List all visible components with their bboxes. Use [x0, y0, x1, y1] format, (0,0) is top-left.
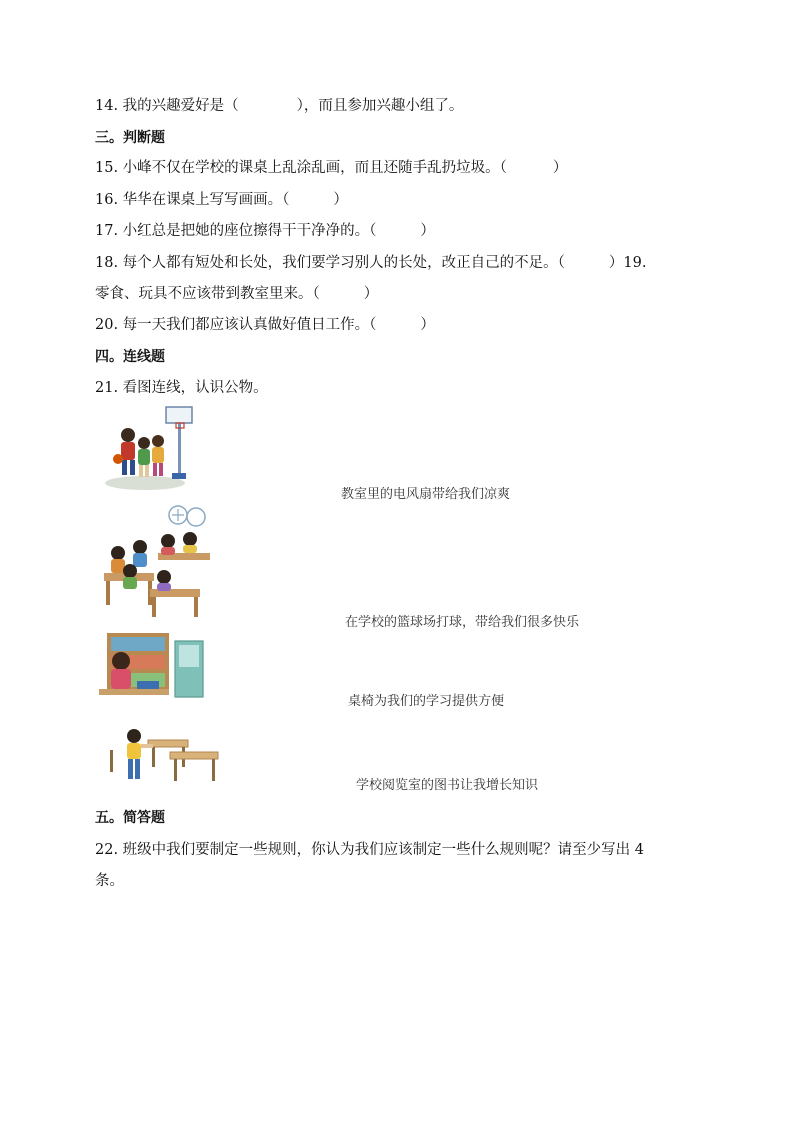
caption-electric-fan: 教室里的电风扇带给我们凉爽 [341, 487, 511, 502]
question-15: 15. 小峰不仅在学校的课桌上乱涂乱画，而且还随手乱扔垃圾。（ ） [95, 160, 568, 176]
desks-chairs-illustration [108, 726, 220, 788]
question-16: 16. 华华在课桌上写写画画。（ ） [95, 192, 348, 208]
question-21: 21. 看图连线，认识公物。 [95, 380, 268, 396]
caption-library-books: 学校阅览室的图书让我增长知识 [356, 778, 539, 793]
basketball-court-illustration [100, 403, 200, 493]
section-4-heading: 四。连线题 [95, 349, 165, 365]
question-20: 20. 每一天我们都应该认真做好值日工作。（ ） [95, 317, 435, 333]
question-14: 14. 我的兴趣爱好是（ ），而且参加兴趣小组了。 [95, 98, 464, 114]
classroom-fan-illustration [98, 503, 216, 618]
caption-basketball-court: 在学校的篮球场打球，带给我们很多快乐 [345, 615, 580, 630]
question-22-line-1: 22. 班级中我们要制定一些规则，你认为我们应该制定一些什么规则呢？请至少写出 4 [95, 842, 645, 858]
question-19: 零食、玩具不应该带到教室里来。（ ） [95, 286, 379, 302]
question-18: 18. 每个人都有短处和长处，我们要学习别人的长处，改正自己的不足。（ ）19. [95, 255, 647, 271]
question-17: 17. 小红总是把她的座位擦得干干净净的。（ ） [95, 223, 435, 239]
section-3-heading: 三。判断题 [95, 130, 165, 146]
caption-desks-chairs: 桌椅为我们的学习提供方便 [348, 694, 505, 709]
section-5-heading: 五。简答题 [95, 810, 165, 826]
question-22-line-2: 条。 [95, 873, 124, 889]
reading-room-illustration [97, 631, 209, 703]
